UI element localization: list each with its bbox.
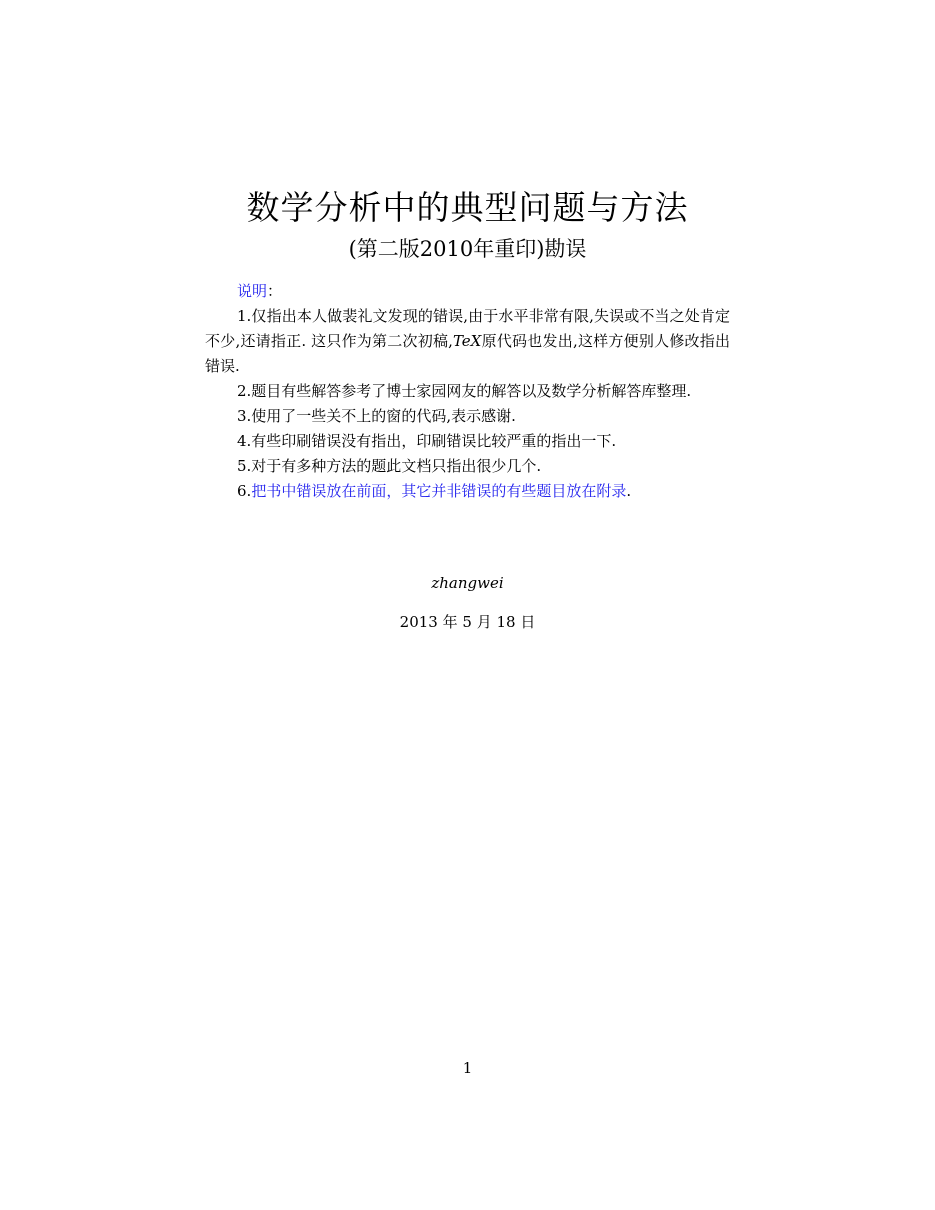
note-item-3: 3.使用了一些关不上的窗的代码,表示感谢. (237, 407, 516, 425)
note-item-6-number: 6. (237, 482, 252, 500)
note-item-1 (205, 304, 730, 379)
document-date: 2013 年 5 月 18 日 (399, 613, 536, 631)
notes-heading: 说明 (237, 282, 268, 300)
note-item-1-text-end: 原代码也发出,这样方便别人修改指出错误. (205, 332, 730, 375)
note-item-6-link[interactable]: 把书中错误放在前面，其它并非错误的有些题目放在附录 (251, 482, 627, 500)
notes-heading-line (205, 279, 730, 304)
document-title: 数学分析中的典型问题与方法 (246, 188, 689, 227)
tex-logo-text: TeX (452, 332, 482, 350)
notes-section (205, 279, 730, 504)
author-name: zhangwei (431, 574, 504, 592)
document-subtitle: (第二版2010年重印)勘误 (348, 237, 587, 261)
note-item-4: 4.有些印刷错误没有指出，印刷错误比较严重的指出一下. (237, 432, 617, 450)
note-item-1-text: 1.仅指出本人做裴礼文发现的错误,由于水平非常有限,失误或不当之处肯定不少,还请指正. 这只作为第二次初稿, (205, 307, 730, 350)
page-number: 1 (462, 1059, 473, 1077)
note-item-6 (205, 479, 730, 504)
note-item-2: 2.题目有些解答参考了博士家园网友的解答以及数学分析解答库整理. (237, 382, 692, 400)
note-item-6-period: . (626, 482, 632, 500)
notes-heading-colon: ： (267, 282, 283, 300)
note-item-5: 5.对于有多种方法的题此文档只指出很少几个. (237, 457, 542, 475)
